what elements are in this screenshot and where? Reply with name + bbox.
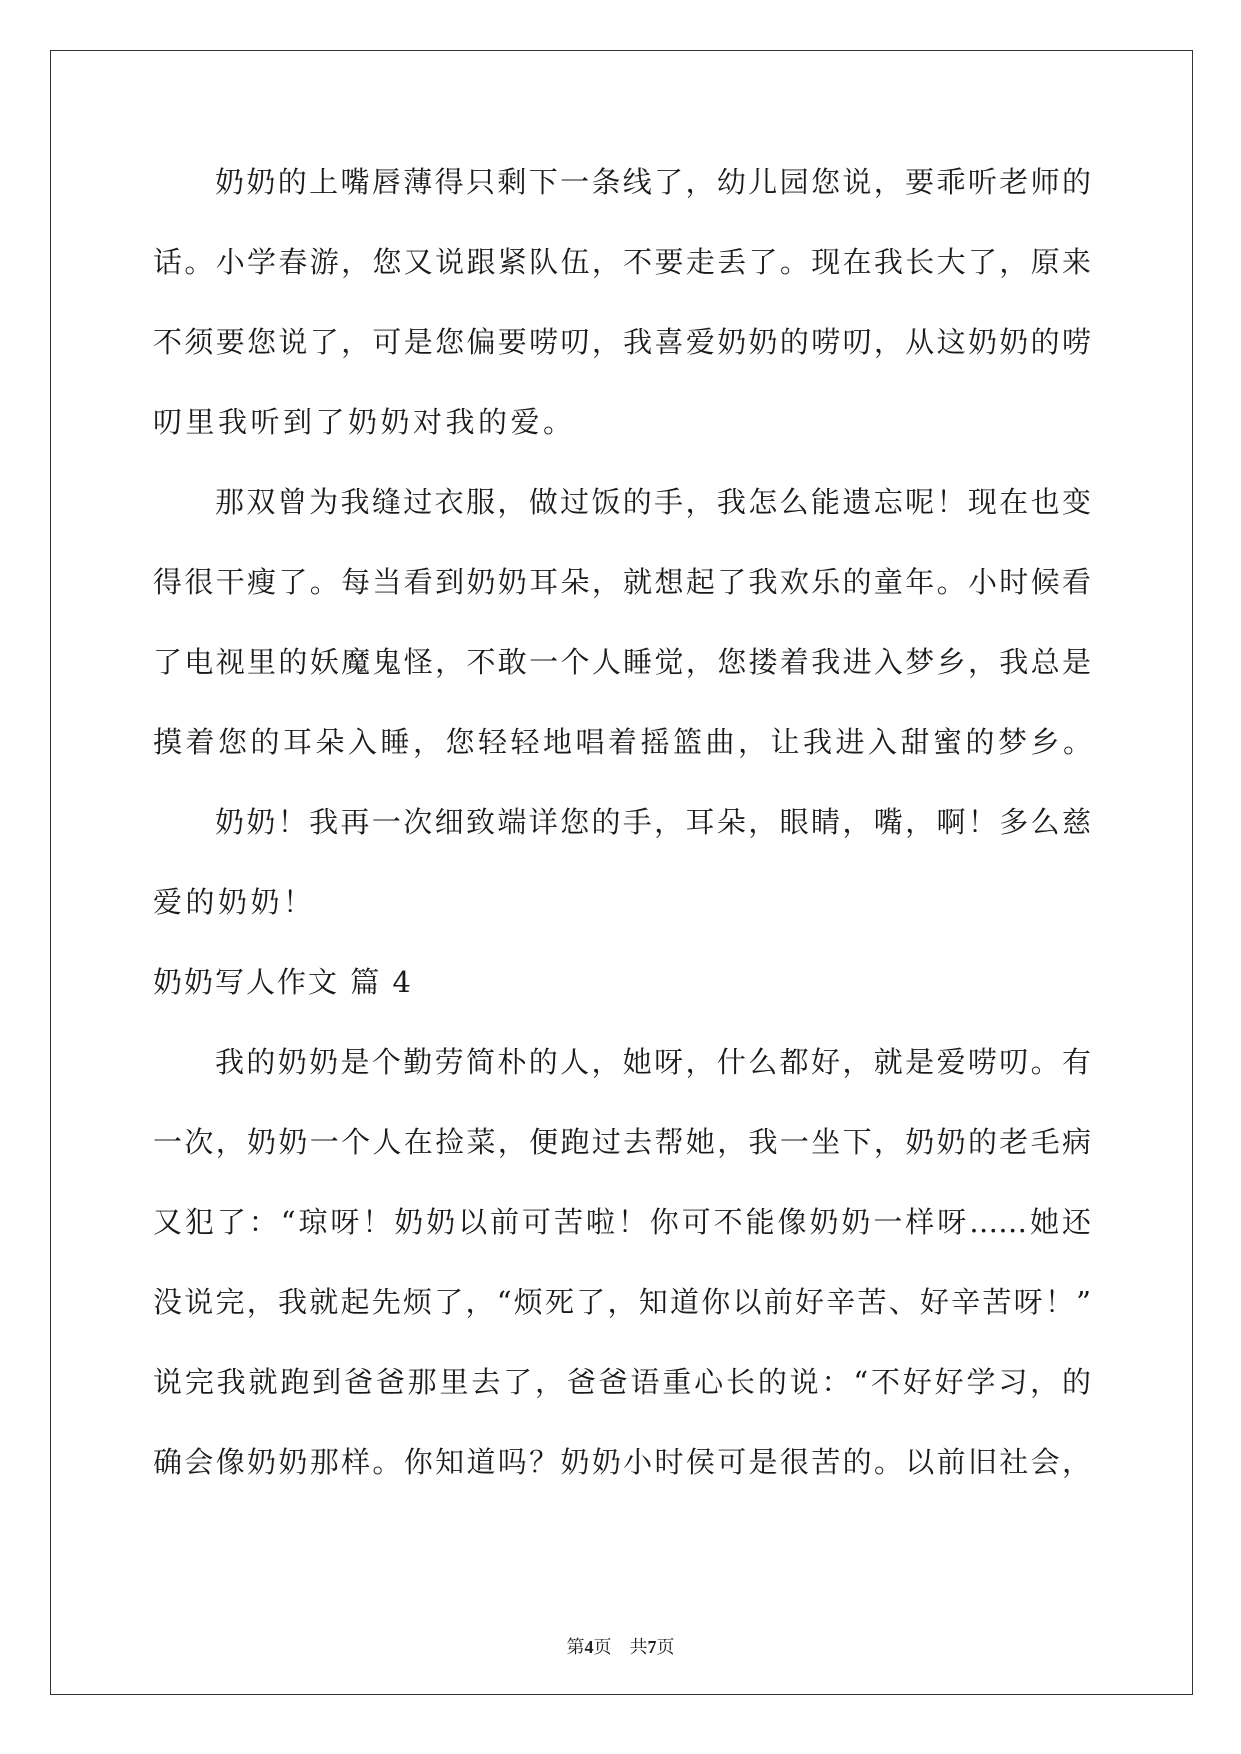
text-line: 奶奶的上嘴唇薄得只剩下一条线了，幼儿园您说，要乖听老师的: [215, 165, 1091, 199]
section-heading: 奶奶写人作文 篇 4: [153, 965, 413, 999]
text-line: 话。小学春游，您又说跟紧队伍，不要走丢了。现在我长大了，原来: [153, 245, 1091, 279]
text-line: 确会像奶奶那样。你知道吗？奶奶小时侯可是很苦的。以前旧社会，: [153, 1445, 1091, 1479]
text-line: 又犯了：“琼呀！奶奶以前可苦啦！你可不能像奶奶一样呀……她还: [153, 1205, 1091, 1239]
footer-total-suffix: 页: [656, 1637, 675, 1658]
total-page-number: 7: [647, 1637, 657, 1657]
text-line: 没说完，我就起先烦了，“烦死了，知道你以前好辛苦、好辛苦呀！”: [153, 1285, 1091, 1319]
text-line: 奶奶！我再一次细致端详您的手，耳朵，眼睛，嘴，啊！多么慈: [215, 805, 1091, 839]
footer-total-prefix: 共: [629, 1637, 648, 1658]
text-line: 一次，奶奶一个人在捡菜，便跑过去帮她，我一坐下，奶奶的老毛病: [153, 1125, 1091, 1159]
text-line: 不须要您说了，可是您偏要唠叨，我喜爱奶奶的唠叨，从这奶奶的唠: [153, 325, 1091, 359]
page-footer: [0, 1633, 1241, 1659]
current-page-number: 4: [584, 1637, 594, 1657]
text-line: 那双曾为我缝过衣服，做过饭的手，我怎么能遗忘呢！现在也变: [215, 485, 1091, 519]
text-line: 爱的奶奶！: [153, 885, 316, 919]
text-line: 得很干瘦了。每当看到奶奶耳朵，就想起了我欢乐的童年。小时候看: [153, 565, 1091, 599]
text-line: 我的奶奶是个勤劳简朴的人，她呀，什么都好，就是爱唠叨。有: [215, 1045, 1091, 1079]
text-line: 了电视里的妖魔鬼怪，不敢一个人睡觉，您搂着我进入梦乡，我总是: [153, 645, 1091, 679]
text-line: 叨里我听到了奶奶对我的爱。: [153, 405, 576, 439]
footer-page-suffix: 页: [593, 1637, 612, 1658]
document-body: [153, 162, 1096, 1522]
footer-prefix: 第: [566, 1637, 585, 1658]
text-line: 说完我就跑到爸爸那里去了，爸爸语重心长的说：“不好好学习，的: [153, 1365, 1091, 1399]
text-line: 摸着您的耳朵入睡，您轻轻地唱着摇篮曲，让我进入甜蜜的梦乡。: [153, 725, 1096, 759]
